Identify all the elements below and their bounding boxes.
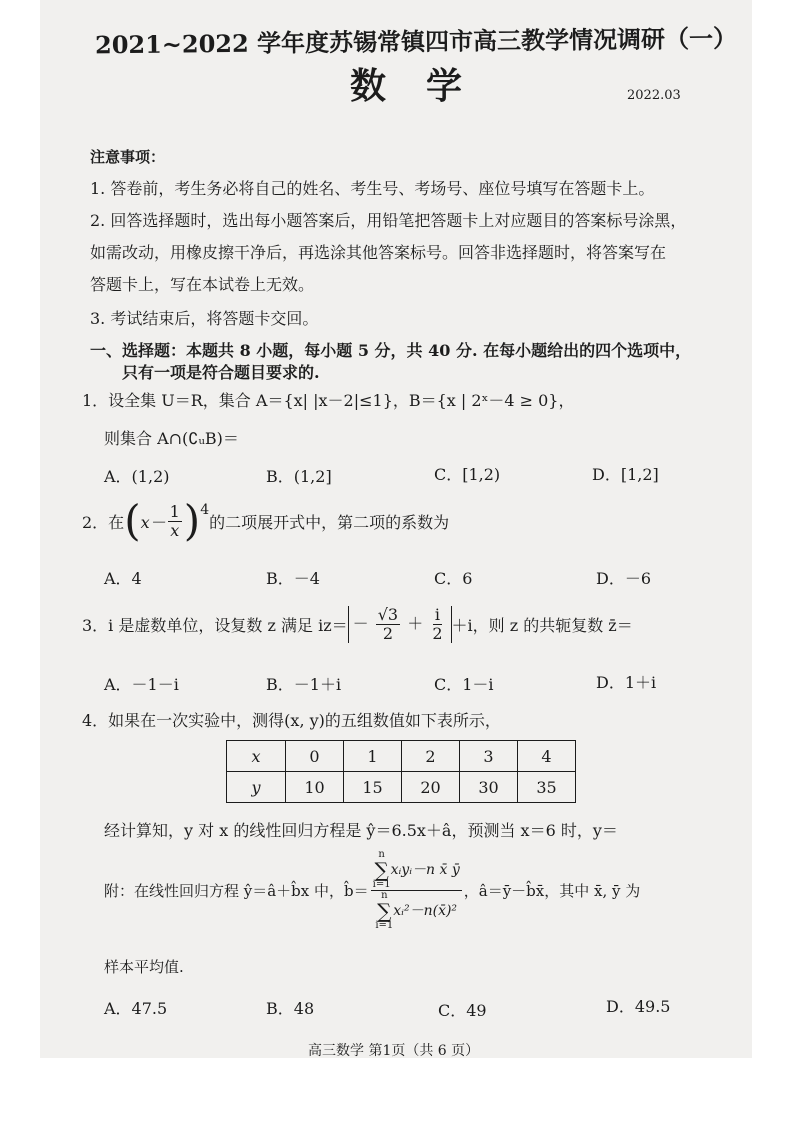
q2-option-c: C．6	[434, 569, 473, 588]
sigma-glyph: ∑	[377, 899, 392, 923]
table-cell: 1	[344, 741, 402, 772]
q3-plus: ＋	[407, 614, 424, 633]
question-4-stem: 4．如果在一次实验中，测得(x, y)的五组数值如下表所示，	[82, 711, 501, 730]
q3-abs-value	[348, 606, 452, 643]
note-item: 1. 答卷前，考生务必将自己的姓名、考生号、考场号、座位号填写在答题卡上。	[90, 179, 655, 198]
fraction-numerator	[371, 850, 462, 891]
q3-frac2-den: 2	[432, 624, 443, 643]
denominator-text: xᵢ²－n(x̄)²	[393, 903, 458, 919]
left-paren-glyph: (	[124, 496, 141, 545]
q3-frac2-num: i	[434, 605, 440, 624]
right-paren-glyph: )	[183, 496, 201, 545]
exam-paper	[40, 0, 752, 1058]
note-tail: ，â＝ȳ－b̂x̄，其中 x̄, ȳ 为	[463, 882, 641, 900]
q3-lead: 3．i 是虚数单位，设复数 z 满足 iz＝	[82, 616, 348, 635]
fraction-denominator	[373, 891, 459, 931]
table-row	[227, 741, 576, 772]
q1-option-b: B．(1,2]	[266, 467, 332, 486]
q3-option-c: C．1－i	[434, 675, 494, 694]
q2-tail: 的二项展开式中，第二项的系数为	[209, 512, 450, 532]
regression-note	[104, 850, 640, 931]
note-lead: 附：在线性回归方程 ŷ＝â＋b̂x 中，b̂＝	[104, 882, 369, 900]
q3-frac1-den: 2	[382, 624, 394, 643]
numerator-text: xᵢyᵢ－n x̄ ȳ	[390, 862, 460, 878]
sum-symbol	[375, 891, 393, 931]
table-cell: 20	[402, 772, 460, 803]
q1-option-a: A．(1,2)	[104, 467, 170, 486]
notes-heading: 注意事项：	[90, 148, 166, 166]
note-item: 答题卡上，写在本试卷上无效。	[90, 275, 315, 294]
sum-upper: n	[381, 890, 388, 901]
note-item: 2. 回答选择题时，选出每小题答案后，用铅笔把答题卡上对应题目的答案标号涂黑，	[90, 211, 687, 230]
page-footer: 高三数学 第1页（共 6 页）	[308, 1043, 480, 1058]
table-cell: 30	[460, 772, 518, 803]
table-cell: 35	[518, 772, 576, 803]
table-cell: 3	[460, 741, 518, 772]
question-4-calc: 经计算知，y 对 x 的线性回归方程是 ŷ＝6.5x＋â，预测当 x＝6 时，y＝	[104, 821, 618, 840]
q2-frac-num: 1	[169, 501, 180, 521]
q4-option-c: C．49	[438, 1001, 487, 1020]
regression-fraction	[371, 850, 462, 931]
q3-frac1-num: √3	[377, 605, 399, 624]
q3-sign: －	[352, 614, 369, 633]
q3-fraction-2	[430, 606, 444, 643]
q2-fraction	[168, 503, 182, 540]
table-cell: 2	[402, 741, 460, 772]
table-cell: x	[227, 741, 286, 772]
question-1-stem-cont: 则集合 A∩(∁ᵤB)＝	[104, 429, 239, 448]
note-end: 样本平均值.	[104, 958, 184, 976]
exam-title: 2021~2022 学年度苏锡常镇四市高三教学情况调研（一）	[94, 23, 738, 60]
sum-upper: n	[378, 849, 385, 860]
q4-option-b: B．48	[266, 999, 315, 1018]
question-3-stem	[82, 606, 633, 643]
q2-option-b: B．－4	[266, 569, 320, 588]
question-2-stem	[82, 496, 450, 545]
sum-lower: i=1	[372, 879, 391, 890]
table-cell: 4	[518, 741, 576, 772]
exam-date: 2022.03	[627, 88, 681, 103]
q2-option-d: D．－6	[596, 569, 652, 588]
q1-option-c: C．[1,2)	[434, 465, 501, 484]
q4-option-d: D．49.5	[606, 997, 671, 1016]
data-table	[226, 740, 576, 803]
q2-option-a: A．4	[104, 569, 142, 588]
q2-expr: x－	[140, 512, 166, 532]
q3-tail: ＋i，则 z 的共轭复数 z̄＝	[451, 616, 633, 635]
note-item: 3. 考试结束后，将答题卡交回。	[90, 309, 319, 328]
q2-number: 2．在	[82, 512, 125, 532]
section-heading-cont: 只有一项是符合题目要求的.	[122, 363, 320, 382]
section-heading: 一、选择题：本题共 8 小题，每小题 5 分，共 40 分. 在每小题给出的四个选项中，	[90, 341, 692, 360]
sigma-glyph: ∑	[374, 858, 389, 882]
table-cell: 15	[344, 772, 402, 803]
q3-fraction-1	[376, 606, 400, 643]
table-cell: y	[227, 772, 286, 803]
q3-option-a: A．－1－i	[104, 675, 179, 694]
q3-option-b: B．－1＋i	[266, 675, 342, 694]
table-cell: 0	[286, 741, 344, 772]
question-1-stem: 1．设全集 U＝R，集合 A＝{x| |x－2|≤1}，B＝{x | 2ˣ－4 ≥ 0}，	[82, 391, 575, 410]
sum-symbol	[373, 850, 391, 890]
q3-option-d: D．1＋i	[596, 673, 657, 692]
q2-power: 4	[200, 502, 210, 518]
table-cell: 10	[286, 772, 344, 803]
q2-frac-den: x	[170, 520, 180, 540]
table-row	[227, 772, 576, 803]
note-item: 如需改动，用橡皮擦干净后，再选涂其他答案标号。回答非选择题时，将答案写在	[90, 243, 667, 262]
q1-option-d: D．[1,2]	[592, 465, 659, 484]
q4-option-a: A．47.5	[104, 999, 168, 1018]
subject-title: 数学	[350, 65, 503, 107]
sum-lower: i=1	[375, 920, 394, 931]
